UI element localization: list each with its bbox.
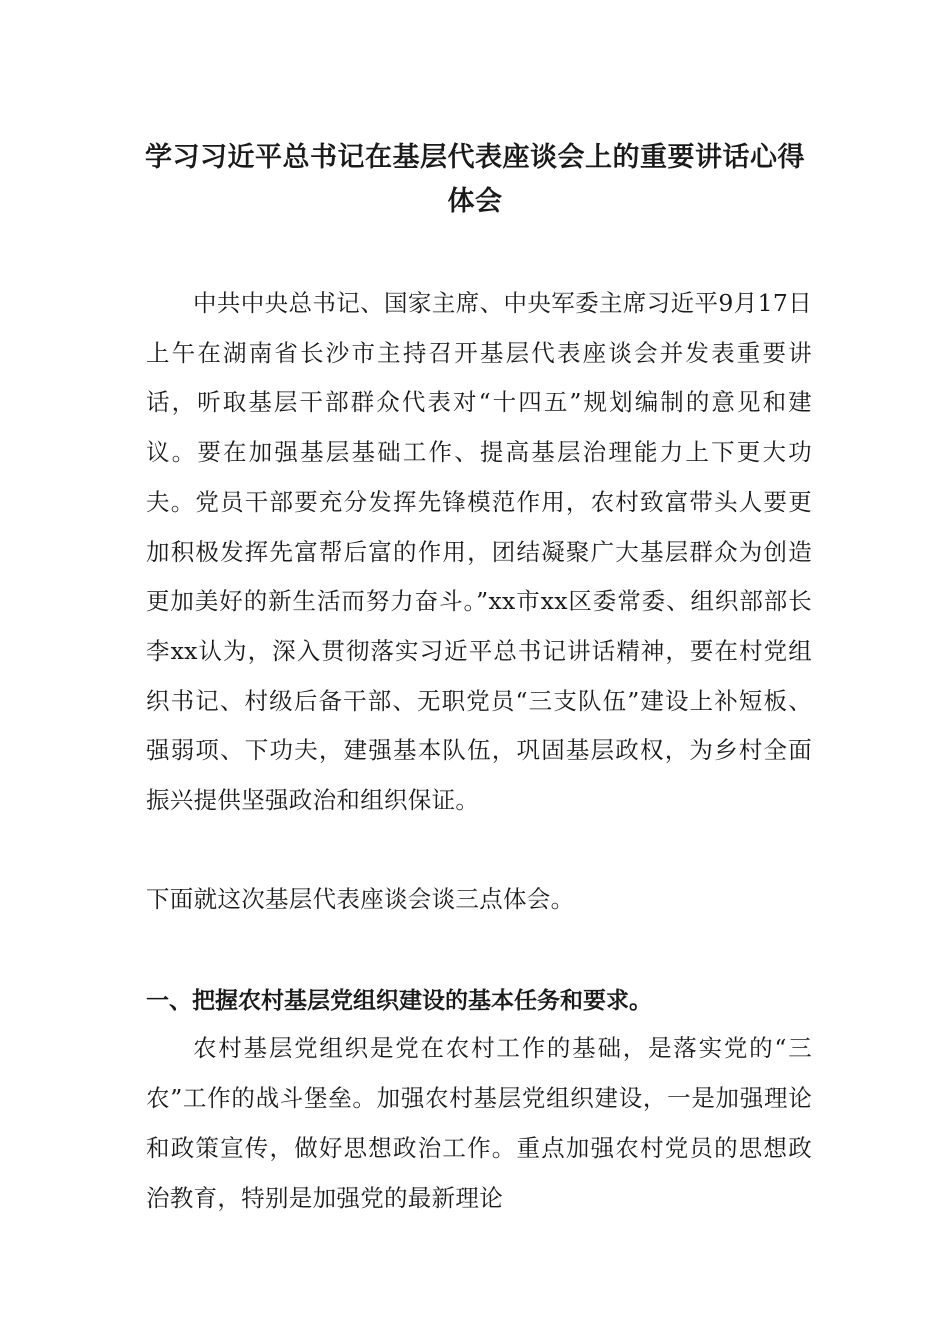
section-heading: 一、把握农村基层党组织建设的基本任务和要求。 [146, 988, 652, 1014]
document-title: 学习习近平总书记在基层代表座谈会上的重要讲话心得体会 [145, 142, 805, 217]
intro-paragraph: 中共中央总书记、国家主席、中央军委主席习近平9月17日上午在湖南省长沙市主持召开基层代表座谈会并发表重要讲话，听取基层干部群众代表对“十四五”规划编制的意见和建议。要在加强基层基础工作、提高基层治理能力上下更大功夫。党员干部要充分发挥先锋模范作用，农村致富带头人要更加积极发挥先富帮后富的作用，团结凝聚广大基层群众为创造更加美好的新生活而努力奋斗。”xx市xx区委常委、组织部部长李xx认为，深入贯彻落实习近平总书记讲话精神，要在村党组织书记、村级后备干部、无职党员“三支队伍”建设上补短板、强弱项、下功夫，建强基本队伍，巩固基层政权，为乡村全面振兴提供坚强政治和组织保证。 [146, 289, 812, 815]
section-body-paragraph: 农村基层党组织是党在农村工作的基础，是落实党的“三农”工作的战斗堡垒。加强农村基层党组织建设，一是加强理论和政策宣传，做好思想政治工作。重点加强农村党员的思想政治教育，特别是加强党的最新理论 [146, 1034, 812, 1212]
summary-paragraph: 下面就这次基层代表座谈会谈三点体会。 [146, 885, 575, 913]
